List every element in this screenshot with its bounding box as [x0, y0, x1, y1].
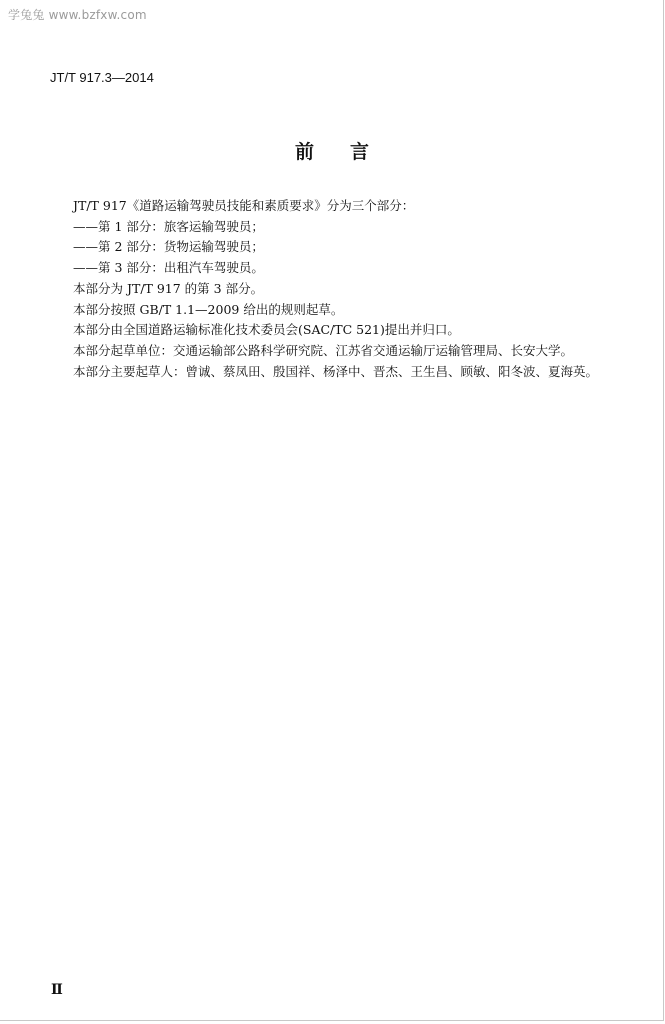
foreword-body	[73, 196, 643, 382]
paragraph-part-2: ——第 2 部分：货物运输驾驶员；	[73, 239, 264, 255]
paragraph-drafters: 本部分主要起草人：曾诚、蔡凤田、殷国祥、杨泽中、晋杰、王生昌、顾敏、阳冬波、夏海英。	[73, 363, 599, 379]
paragraph-this-part: 本部分为 JT/T 917 的第 3 部分。	[73, 280, 264, 296]
page-number: Ⅱ	[51, 983, 63, 998]
page-title: 前言	[294, 141, 405, 163]
watermark-text: 学兔兔 www.bzfxw.com	[8, 8, 147, 22]
paragraph-parts-intro: JT/T 917《道路运输驾驶员技能和素质要求》分为三个部分：	[73, 198, 415, 213]
paragraph-proposer: 本部分由全国道路运输标准化技术委员会(SAC/TC 521)提出并归口。	[73, 322, 460, 338]
paragraph-drafting-rules: 本部分按照 GB/T 1.1—2009 给出的规则起草。	[73, 301, 344, 317]
document-code: JT/T 917.3—2014	[50, 70, 154, 85]
paragraph-part-3: ——第 3 部分：出租汽车驾驶员。	[73, 260, 264, 276]
paragraph-part-1: ——第 1 部分：旅客运输驾驶员；	[73, 218, 264, 234]
paragraph-drafting-units: 本部分起草单位：交通运输部公路科学研究院、江苏省交通运输厅运输管理局、长安大学。	[73, 342, 574, 358]
